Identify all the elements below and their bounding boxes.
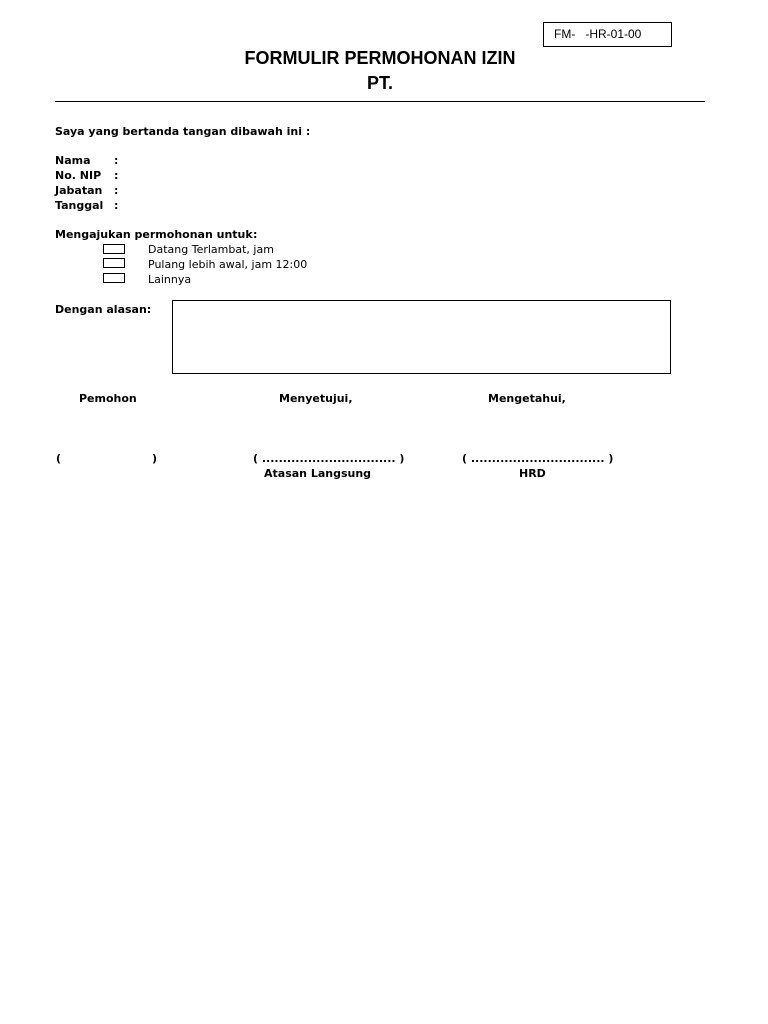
header-divider [55, 101, 705, 102]
field-colon: : [114, 154, 119, 167]
reason-field[interactable] [172, 300, 671, 374]
checkbox-other[interactable] [103, 273, 125, 283]
signature-heading-acknowledger: Mengetahui, [488, 392, 566, 405]
signature-close-paren: ) [152, 452, 158, 465]
signature-caption-approver: Atasan Langsung [264, 467, 372, 480]
reason-label: Dengan alasan: [55, 303, 152, 316]
form-code-suffix: -HR-01-00 [585, 27, 642, 41]
form-code-box [543, 22, 672, 47]
intro-text: Saya yang bertanda tangan dibawah ini : [55, 125, 311, 138]
form-title: FORMULIR PERMOHONAN IZIN [244, 48, 516, 68]
option-late-arrival: Datang Terlambat, jam [148, 243, 274, 256]
signature-heading-approver: Menyetujui, [279, 392, 353, 405]
request-label: Mengajukan permohonan untuk [55, 228, 253, 241]
company-name: PT. [366, 73, 393, 93]
option-other: Lainnya [148, 273, 192, 286]
checkbox-late-arrival[interactable] [103, 244, 125, 254]
field-colon: : [114, 169, 119, 182]
request-colon: : [253, 228, 258, 241]
field-colon: : [114, 199, 119, 212]
signature-line-approver: ( ................................ ) [253, 452, 405, 465]
signature-line-acknowledger: ( ................................ ) [462, 452, 614, 465]
form-code-prefix: FM- [554, 27, 576, 41]
field-label-jabatan: Jabatan [55, 184, 103, 197]
field-colon: : [114, 184, 119, 197]
signature-caption-acknowledger: HRD [519, 467, 546, 480]
field-label-nip: No. NIP [55, 169, 102, 182]
signature-heading-applicant: Pemohon [79, 392, 137, 405]
checkbox-early-leave[interactable] [103, 258, 125, 268]
signature-open-paren: ( [56, 452, 62, 465]
option-early-leave: Pulang lebih awal, jam 12:00 [148, 258, 308, 271]
field-label-tanggal: Tanggal [55, 199, 104, 212]
field-label-nama: Nama [55, 154, 91, 167]
